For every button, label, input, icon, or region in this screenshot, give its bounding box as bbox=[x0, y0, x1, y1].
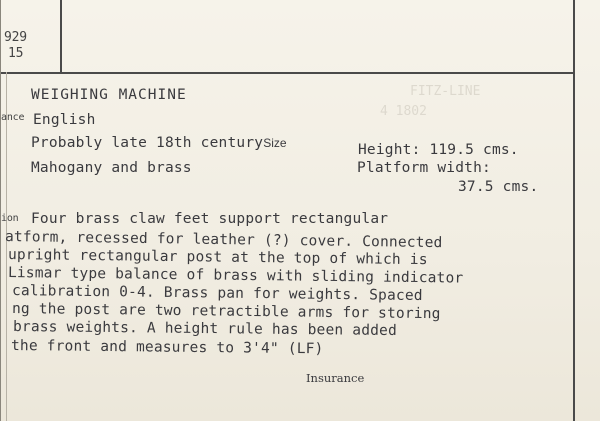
origin-label-fragment: ance bbox=[1, 112, 25, 123]
platform-width-value: 37.5 cms. bbox=[458, 179, 539, 195]
description-line-5: calibration 0-4. Brass pan for weights. Spaced bbox=[11, 283, 423, 305]
bleed-through-line-1: FITZ-LINE bbox=[410, 84, 481, 99]
description-line-1: Four brass claw feet support rectangular bbox=[31, 211, 389, 227]
accession-number-bottom: 15 bbox=[8, 46, 24, 61]
description-line-7: brass weights. A height rule has been added bbox=[12, 319, 398, 340]
platform-width-label: Platform width: bbox=[357, 160, 491, 176]
date-text: Probably late 18th century bbox=[31, 135, 264, 151]
description-label-fragment: ion bbox=[1, 213, 19, 224]
left-margin-line bbox=[6, 72, 7, 421]
header-divider bbox=[60, 0, 62, 72]
height-value: Height: 119.5 cms. bbox=[358, 142, 519, 158]
description-line-6: ng the post are two retractible arms for storing bbox=[11, 301, 441, 323]
description-line-8: the front and measures to 3'4" (LF) bbox=[10, 338, 324, 358]
description-line-2: atform, recessed for leather (?) cover. Connected bbox=[4, 229, 443, 252]
bleed-through-line-2: 4 1802 bbox=[380, 104, 427, 119]
date-value bbox=[31, 136, 287, 151]
right-border bbox=[573, 0, 575, 421]
object-title: WEIGHING MACHINE bbox=[31, 87, 187, 103]
origin-value: English bbox=[33, 112, 96, 128]
size-label: Size bbox=[263, 136, 287, 150]
insurance-stamp: Insurance bbox=[306, 371, 365, 385]
top-rule bbox=[0, 72, 575, 74]
left-edge bbox=[0, 0, 1, 421]
description-line-3: upright rectangular post at the top of which is bbox=[7, 247, 428, 269]
accession-number-top: 929 bbox=[4, 30, 27, 45]
material-value: Mahogany and brass bbox=[31, 160, 192, 176]
description-line-4: Lismar type balance of brass with sliding indicator bbox=[7, 265, 464, 287]
